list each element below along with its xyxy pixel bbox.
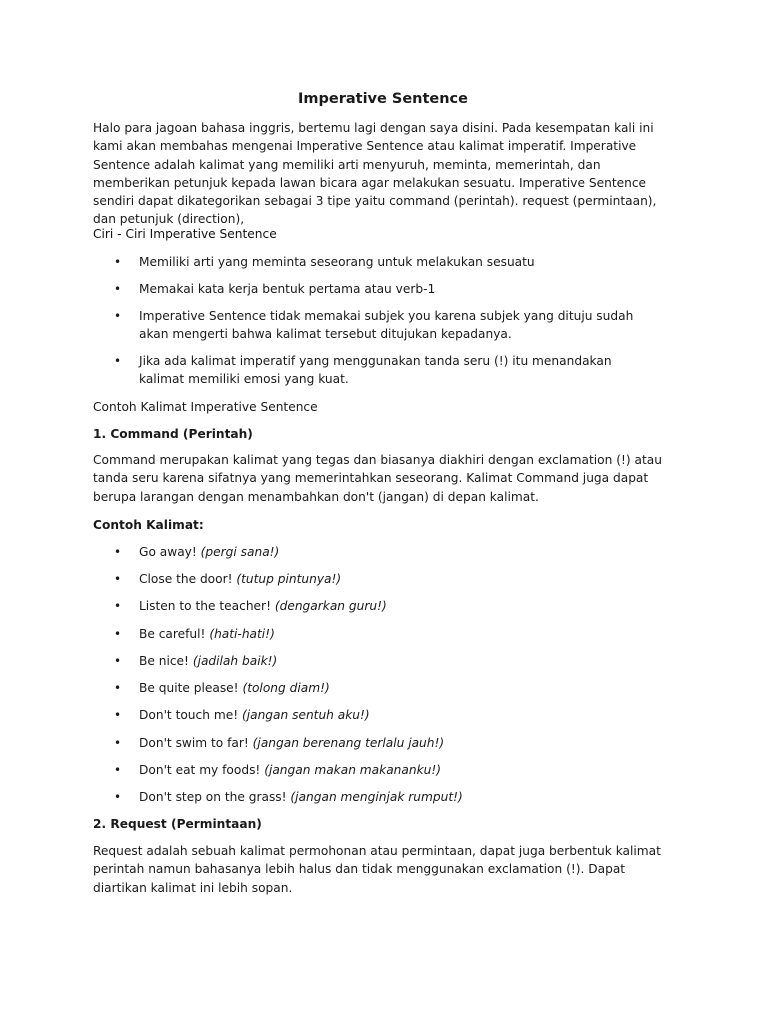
bullet-icon: • <box>114 763 122 777</box>
page-title: Imperative Sentence <box>297 91 468 107</box>
request-description: Request adalah sebuah kalimat permohonan atau permintaan, dapat juga berbentuk kalimat perintah namun bahasanya lebih halus dan tidak menggunakan exclamation (!). Dapat diartikan kalimat ini lebih sopan. <box>93 844 661 895</box>
bullet-icon: • <box>114 545 122 559</box>
bullet-icon: • <box>114 282 122 296</box>
bullet-icon: • <box>114 627 122 641</box>
command-heading: 1. Command (Perintah) <box>93 427 253 441</box>
intro-paragraph: Halo para jagoan bahasa inggris, bertemu lagi dengan saya disini. Pada kesempatan kali ini kami akan membahas mengenai Imperative Sentence atau kalimat imperatif. Imperative Sentence adalah kalimat yang memiliki arti menyuruh, meminta, memerintah, dan memberikan petunjuk kepada lawan bicara agar melakukan sesuatu. Imperative Sentence sendiri dapat dikategorikan sebagai 3 tipe yaitu command (perintah). request (permintaan), dan petunjuk (direction), <box>93 121 657 227</box>
contoh-kalimat-label: Contoh Kalimat: <box>93 518 204 532</box>
bullet-icon: • <box>114 681 122 695</box>
bullet-icon: • <box>114 790 122 804</box>
command-description: Command merupakan kalimat yang tegas dan biasanya diakhiri dengan exclamation (!) atau tanda seru karena sifatnya yang memerintahkan seseorang. Kalimat Command juga dapat berupa larangan dengan menambahkan don't (jangan) di depan kalimat. <box>93 453 662 504</box>
bullet-icon: • <box>114 708 122 722</box>
bullet-icon: • <box>114 572 122 586</box>
request-heading: 2. Request (Permintaan) <box>93 817 262 831</box>
bullet-icon: • <box>114 654 122 668</box>
contoh-heading: Contoh Kalimat Imperative Sentence <box>93 400 318 414</box>
bullet-icon: • <box>114 354 122 368</box>
bullet-icon: • <box>114 309 122 323</box>
ciri-heading: Ciri - Ciri Imperative Sentence <box>93 227 277 241</box>
bullet-icon: • <box>114 736 122 750</box>
bullet-icon: • <box>114 255 122 269</box>
bullet-icon: • <box>114 599 122 613</box>
